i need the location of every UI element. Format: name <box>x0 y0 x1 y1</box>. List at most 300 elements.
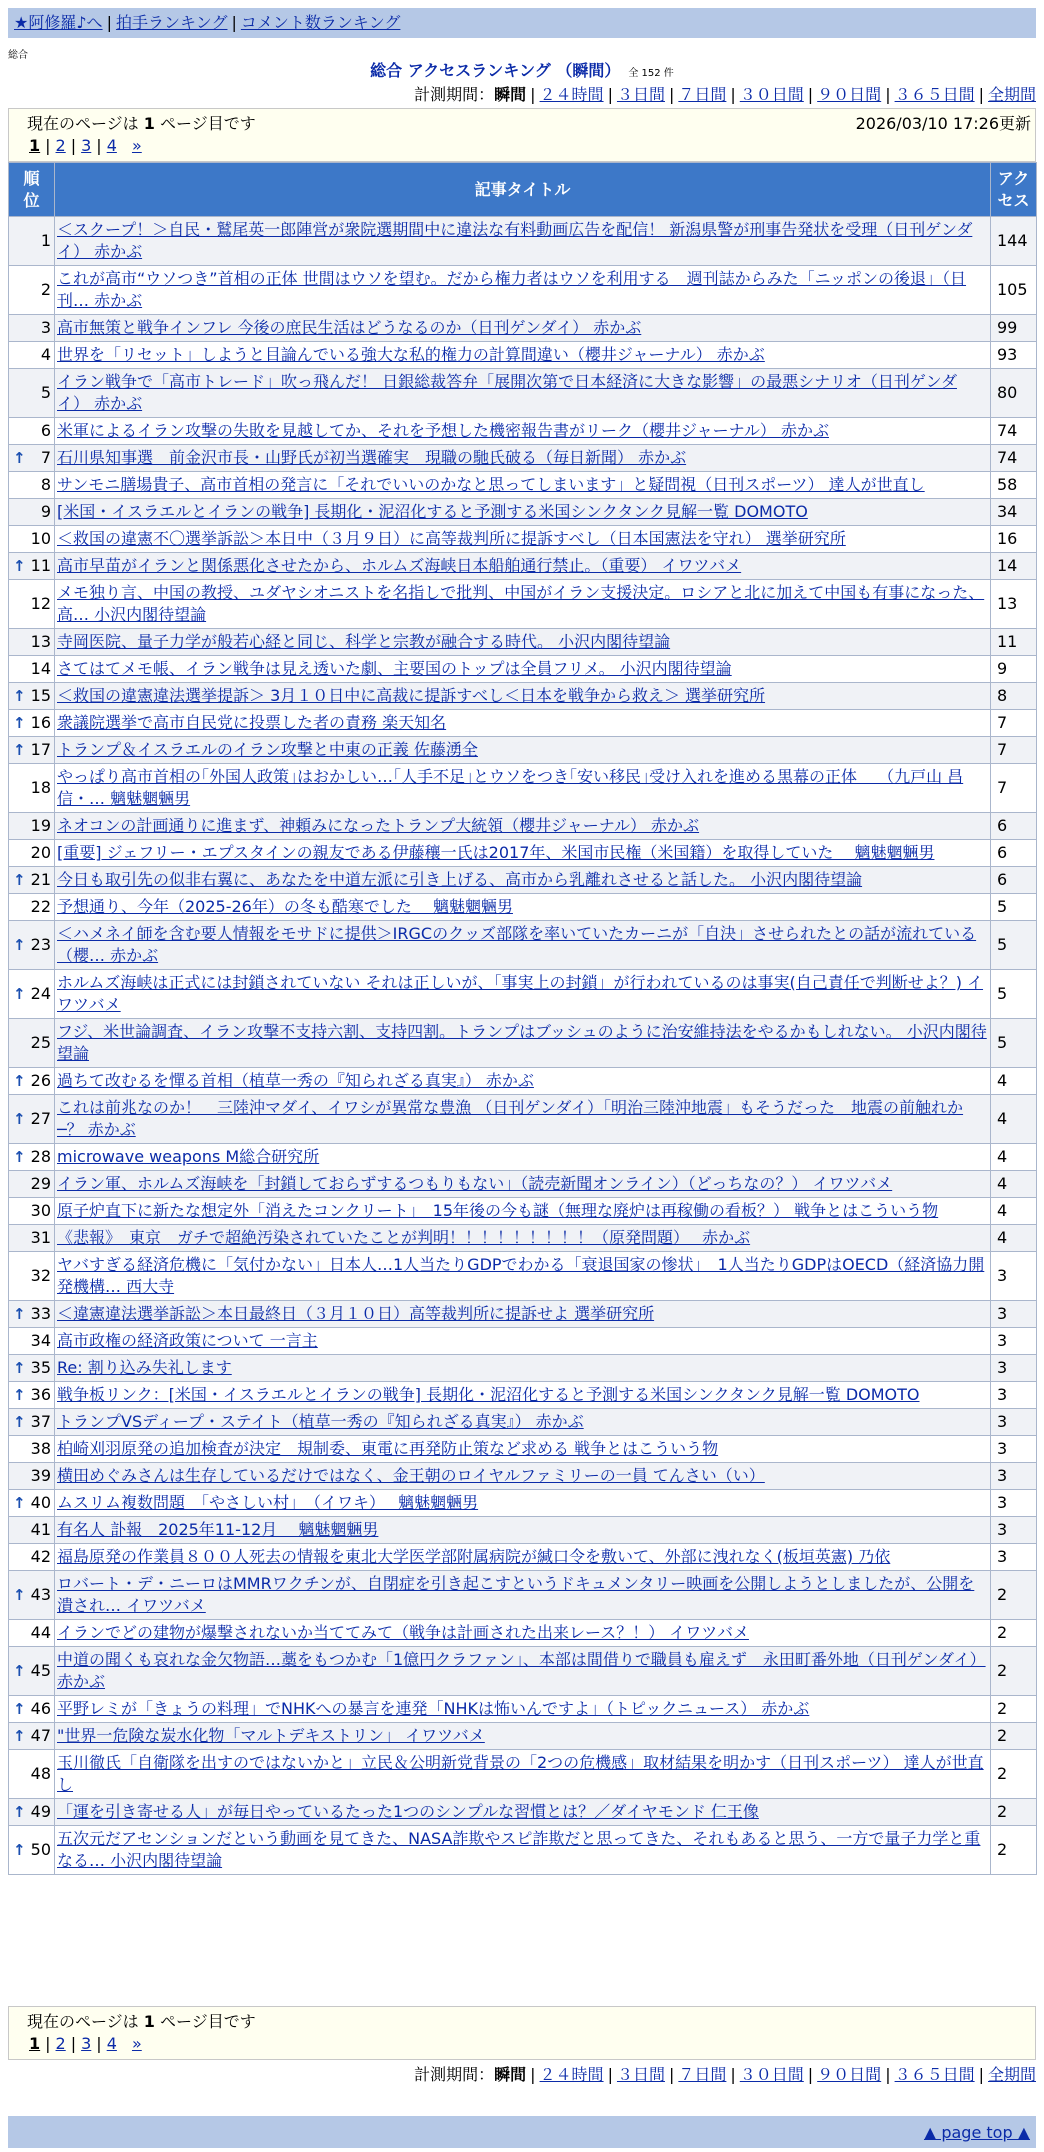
title-cell <box>55 418 991 445</box>
rank-cell <box>9 342 55 369</box>
article-link[interactable]: 衆議院選挙で高市自民党に投票した者の責務 楽天知名 <box>57 713 447 732</box>
rank-cell <box>9 867 55 894</box>
article-link[interactable]: microwave weapons M総合研究所 <box>57 1147 320 1166</box>
pager-next[interactable]: » <box>131 136 142 155</box>
period-link[interactable]: ３０日間 <box>739 2065 804 2084</box>
article-link[interactable]: 福島原発の作業員８００人死去の情報を東北大学医学部附属病院が緘口令を敷いて、外部に洩れなく(板垣英憲) 乃依 <box>57 1547 891 1566</box>
pagination-top <box>27 135 1017 157</box>
top-nav-bar <box>8 8 1036 38</box>
access-count: 2 <box>991 1826 1037 1875</box>
table-row <box>9 1571 1037 1620</box>
article-link[interactable]: トランプ＆イスラエルのイラン攻撃と中東の正義 佐藤湧全 <box>57 740 478 759</box>
access-count: 3 <box>991 1301 1037 1328</box>
article-link[interactable]: トランプVSディープ・ステイト（植草一秀の『知られざる真実』） 赤かぶ <box>57 1412 584 1431</box>
period-separator: | <box>978 2065 984 2084</box>
rank-cell <box>9 445 55 472</box>
article-link[interactable]: 玉川徹氏「自衛隊を出すのではないかと」立民＆公明新党背景の「2つの危機感」取材結果を明かす（日刊スポーツ） 達人が世直し <box>57 1753 984 1794</box>
rank-cell <box>9 1826 55 1875</box>
rank-number: 50 <box>30 1840 51 1859</box>
rank-cell <box>9 1252 55 1301</box>
rank-number: 43 <box>30 1585 51 1604</box>
access-header: アクセス <box>991 163 1037 217</box>
period-current: 瞬間 <box>494 2065 527 2084</box>
article-link[interactable]: 予想通り、今年（2025-26年）の冬も酷寒でした 魑魅魍魎男 <box>57 897 513 916</box>
access-count: 6 <box>991 840 1037 867</box>
up-arrow-icon: ↑ <box>13 871 26 889</box>
rank-cell <box>9 813 55 840</box>
rank-number: 14 <box>30 659 51 678</box>
table-row <box>9 472 1037 499</box>
pager-link[interactable]: 2 <box>55 136 66 155</box>
period-link[interactable]: ９０日間 <box>817 85 882 104</box>
article-link[interactable]: [重要] ジェフリー・エプスタインの親友である伊藤穰一氏は2017年、米国市民権（米国籍）を取得していた 魑魅魍魎男 <box>57 843 935 862</box>
table-row <box>9 764 1037 813</box>
title-cell <box>55 266 991 315</box>
article-link[interactable]: 世界を「リセット」しようと目論んでいる強大な私的権力の計算間違い（櫻井ジャーナル） 赤かぶ <box>57 345 765 364</box>
title-cell <box>55 472 991 499</box>
rank-number: 42 <box>30 1547 51 1566</box>
table-row <box>9 737 1037 764</box>
article-link[interactable]: ＜ハメネイ師を含む要人情報をモサドに提供＞IRGCのクッズ部隊を率いていたカーニが「自決」させられたとの話が流れている（櫻… 赤かぶ <box>57 924 977 965</box>
title-cell <box>55 1301 991 1328</box>
up-arrow-icon: ↑ <box>13 1305 26 1323</box>
period-separator: | <box>978 85 984 104</box>
rank-cell <box>9 1723 55 1750</box>
article-link[interactable]: 柏崎刈羽原発の追加検査が決定 規制委、東電に再発防止策など求める 戦争とはこういう物 <box>57 1439 719 1458</box>
article-link[interactable]: 高市無策と戦争インフレ 今後の庶民生活はどうなるのか（日刊ゲンダイ） 赤かぶ <box>57 318 642 337</box>
title-cell <box>55 1171 991 1198</box>
rank-number: 48 <box>30 1764 51 1783</box>
table-row <box>9 1198 1037 1225</box>
article-link[interactable]: Re: 割り込み失礼します <box>57 1358 232 1377</box>
pager-next[interactable]: » <box>131 2034 142 2053</box>
period-current: 瞬間 <box>494 85 527 104</box>
rank-cell <box>9 921 55 970</box>
period-link[interactable]: ２４時間 <box>539 2065 604 2084</box>
rank-cell <box>9 656 55 683</box>
page-top-link[interactable]: ▲ page top ▲ <box>923 2123 1030 2142</box>
table-row <box>9 656 1037 683</box>
rank-number: 41 <box>30 1520 51 1539</box>
table-row <box>9 1171 1037 1198</box>
applause-ranking-link[interactable]: 拍手ランキング <box>115 13 228 32</box>
article-link[interactable]: "世界一危険な炭水化物「マルトデキストリン」 イワツバメ <box>57 1726 485 1745</box>
period-link[interactable]: ３６５日間 <box>894 85 975 104</box>
page-title: 総合 アクセスランキング （瞬間） <box>370 61 621 80</box>
period-link[interactable]: ３日間 <box>616 2065 665 2084</box>
title-cell <box>55 764 991 813</box>
title-header: 記事タイトル <box>55 163 991 217</box>
article-link[interactable]: ロバート・デ・ニーロはMMRワクチンが、自閉症を引き起こすというドキュメンタリー映画を公開しようとしましたが、公開を潰され… イワツバメ <box>57 1574 975 1615</box>
up-arrow-icon: ↑ <box>13 1841 26 1859</box>
article-link[interactable]: ムスリム複数問題 「やさしい村」 （イワキ） 魑魅魍魎男 <box>57 1493 479 1512</box>
pager-separator: | <box>45 136 51 155</box>
article-link[interactable]: 戦争板リンク：[米国・イスラエルとイランの戦争] 長期化・泥沼化すると予測する米国シンクタンク見解一覧 DOMOTO <box>57 1385 920 1404</box>
rank-number: 1 <box>40 231 51 250</box>
rank-cell <box>9 764 55 813</box>
article-link[interactable]: イラン戦争で「高市トレード」吹っ飛んだ！ 日銀総裁答弁「展開次第で日本経済に大きな影響」の最悪シナリオ（日刊ゲンダイ） 赤かぶ <box>57 372 957 413</box>
rank-number: 30 <box>30 1201 51 1220</box>
article-link[interactable]: 米軍によるイラン攻撃の失敗を見越してか、それを予想した機密報告書がリーク（櫻井ジャーナル） 赤かぶ <box>57 421 829 440</box>
rank-number: 29 <box>30 1174 51 1193</box>
access-count: 3 <box>991 1463 1037 1490</box>
table-row <box>9 1463 1037 1490</box>
table-row <box>9 1252 1037 1301</box>
rank-cell <box>9 1517 55 1544</box>
table-row <box>9 1696 1037 1723</box>
article-link[interactable]: これは前兆なのか！ 三陸沖マダイ、イワシが異常な豊漁 （日刊ゲンダイ）「明治三陸沖地震」もそうだった 地震の前触れか─？ 赤かぶ <box>57 1098 964 1139</box>
rank-cell <box>9 472 55 499</box>
period-separator: | <box>885 85 891 104</box>
table-row <box>9 683 1037 710</box>
rank-cell <box>9 1328 55 1355</box>
title-cell <box>55 683 991 710</box>
section-label: 総合 <box>8 50 28 61</box>
table-row <box>9 813 1037 840</box>
period-link[interactable]: ３０日間 <box>739 85 804 104</box>
period-link[interactable]: ７日間 <box>678 85 727 104</box>
article-link[interactable]: [米国・イスラエルとイランの戦争] 長期化・泥沼化すると予測する米国シンクタンク見解一覧 DOMOTO <box>57 502 808 521</box>
rank-number: 34 <box>30 1331 51 1350</box>
pager-current[interactable]: 1 <box>29 136 41 155</box>
access-count: 99 <box>991 315 1037 342</box>
rank-cell <box>9 553 55 580</box>
article-link[interactable]: 平野レミが「きょうの料理」でNHKへの暴言を連発「NHKは怖いんですよ」（トピックニュース） 赤かぶ <box>57 1699 810 1718</box>
period-separator: | <box>530 2065 536 2084</box>
table-row <box>9 342 1037 369</box>
rank-number: 38 <box>30 1439 51 1458</box>
period-link[interactable]: 全期間 <box>987 2065 1036 2084</box>
article-link[interactable]: メモ独り言、中国の教授、ユダヤシオニストを名指しで批判、中国がイラン支援決定。ロシアと北に加えて中国も有事になった、高… 小沢内閣待望論 <box>57 583 985 624</box>
title-cell <box>55 1517 991 1544</box>
rank-cell <box>9 369 55 418</box>
title-cell <box>55 445 991 472</box>
title-cell <box>55 1750 991 1799</box>
title-cell <box>55 840 991 867</box>
article-link[interactable]: ＜違憲違法選挙訴訟＞本日最終日（３月１０日）高等裁判所に提訴せよ 選挙研究所 <box>57 1304 655 1323</box>
nav-separator: | <box>231 13 237 32</box>
table-row <box>9 1544 1037 1571</box>
title-cell <box>55 1328 991 1355</box>
access-count: 4 <box>991 1144 1037 1171</box>
table-row <box>9 266 1037 315</box>
rank-cell <box>9 1382 55 1409</box>
title-cell <box>55 1144 991 1171</box>
rank-number: 16 <box>30 713 51 732</box>
table-row <box>9 580 1037 629</box>
title-cell <box>55 1382 991 1409</box>
title-cell <box>55 1252 991 1301</box>
table-row <box>9 217 1037 266</box>
access-count: 2 <box>991 1620 1037 1647</box>
access-count: 3 <box>991 1517 1037 1544</box>
pager-link[interactable]: 2 <box>55 2034 66 2053</box>
title-cell <box>55 656 991 683</box>
title-cell <box>55 1544 991 1571</box>
rank-number: 17 <box>30 740 51 759</box>
access-count: 4 <box>991 1198 1037 1225</box>
pager-separator: | <box>96 136 102 155</box>
table-row <box>9 315 1037 342</box>
title-cell <box>55 1723 991 1750</box>
period-link[interactable]: 全期間 <box>987 85 1036 104</box>
page-status-panel-top <box>8 108 1036 162</box>
article-link[interactable]: ホルムズ海峡は正式には封鎖されていない それは正しいが、「事実上の封鎖」が行われているのは事実(自己責任で判断せよ？) イワツバメ <box>57 973 984 1014</box>
rank-number: 2 <box>40 280 51 299</box>
table-row <box>9 1647 1037 1696</box>
rank-number: 19 <box>30 816 51 835</box>
rank-cell <box>9 1144 55 1171</box>
rank-header: 順位 <box>9 163 55 217</box>
rank-number: 3 <box>40 318 51 337</box>
article-link[interactable]: 横田めぐみさんは生存しているだけではなく、金王朝のロイヤルファミリーの一員 てんさい（い） <box>57 1466 765 1485</box>
access-count: 14 <box>991 553 1037 580</box>
title-cell <box>55 1436 991 1463</box>
article-link[interactable]: これが高市“ウソつき”首相の正体 世間はウソを望む。だから権力者はウソを利用する 週刊誌からみた「ニッポンの後退」（日刊… 赤かぶ <box>57 269 967 310</box>
pager-link[interactable]: 3 <box>81 2034 92 2053</box>
up-arrow-icon: ↑ <box>13 1700 26 1718</box>
rank-number: 40 <box>30 1493 51 1512</box>
up-arrow-icon: ↑ <box>13 1359 26 1377</box>
access-count: 8 <box>991 683 1037 710</box>
article-link[interactable]: ヤバすぎる経済危機に「気付かない」日本人…1人当たりGDPでわかる「衰退国家の惨状」 1人当たりGDPはOECD（経済協力開発機構… 西大寺 <box>57 1255 985 1296</box>
rank-number: 5 <box>40 383 51 402</box>
rank-cell <box>9 580 55 629</box>
period-link[interactable]: ９０日間 <box>817 2065 882 2084</box>
access-count: 6 <box>991 867 1037 894</box>
title-cell <box>55 813 991 840</box>
access-count: 3 <box>991 1544 1037 1571</box>
up-arrow-icon: ↑ <box>13 1662 26 1680</box>
rank-number: 15 <box>30 686 51 705</box>
rank-number: 26 <box>30 1071 51 1090</box>
period-separator: | <box>668 2065 675 2084</box>
access-count: 74 <box>991 445 1037 472</box>
title-cell <box>55 867 991 894</box>
pager-separator: | <box>70 2034 77 2053</box>
period-label: 計測期間： <box>414 85 495 104</box>
comment-ranking-link[interactable]: コメント数ランキング <box>240 13 401 32</box>
article-link[interactable]: 過ちて改むるを憚る首相（植草一秀の『知られざる真実』） 赤かぶ <box>57 1071 534 1090</box>
table-row <box>9 1095 1037 1144</box>
title-cell <box>55 1068 991 1095</box>
title-cell <box>55 1696 991 1723</box>
access-count: 105 <box>991 266 1037 315</box>
table-row <box>9 1019 1037 1068</box>
access-count: 5 <box>991 970 1037 1019</box>
access-count: 5 <box>991 894 1037 921</box>
table-row <box>9 445 1037 472</box>
rank-cell <box>9 526 55 553</box>
pagination-bottom <box>27 2033 1017 2055</box>
access-count: 3 <box>991 1436 1037 1463</box>
rank-number: 11 <box>30 556 51 575</box>
rank-cell <box>9 1225 55 1252</box>
rank-cell <box>9 629 55 656</box>
period-separator: | <box>807 2065 814 2084</box>
up-arrow-icon: ↑ <box>13 1072 26 1090</box>
up-arrow-icon: ↑ <box>13 687 26 705</box>
rank-cell <box>9 840 55 867</box>
table-row <box>9 1620 1037 1647</box>
home-link[interactable]: ★阿修羅♪へ <box>14 13 103 32</box>
article-link[interactable]: 中道の聞くも哀れな金欠物語…藁をもつかむ「1億円クラファン」、本部は間借りで職員も雇えず 永田町番外地（日刊ゲンダイ） 赤かぶ <box>57 1650 986 1691</box>
article-link[interactable]: 《悲報》 東京 ガチで超絶汚染されていたことが判明！！！！！！！！！（原発問題） 赤かぶ <box>57 1228 751 1247</box>
table-row <box>9 1750 1037 1799</box>
article-link[interactable]: 「運を引き寄せる人」が毎日やっているたった1つのシンプルな習慣とは？／ダイヤモンド 仁王像 <box>57 1802 759 1821</box>
rank-number: 35 <box>30 1358 51 1377</box>
rank-cell <box>9 710 55 737</box>
title-cell <box>55 710 991 737</box>
period-selector-bottom <box>414 2064 1036 2086</box>
access-count: 5 <box>991 1019 1037 1068</box>
table-row <box>9 526 1037 553</box>
table-row <box>9 1144 1037 1171</box>
article-link[interactable]: ＜スクープ！＞自民・鷲尾英一郎陣営が衆院選期間中に違法な有料動画広告を配信！ 新潟県警が刑事告発状を受理（日刊ゲンダイ） 赤かぶ <box>57 220 973 261</box>
table-row <box>9 840 1037 867</box>
title-cell <box>55 1225 991 1252</box>
period-separator: | <box>530 85 536 104</box>
table-row <box>9 1409 1037 1436</box>
table-row <box>9 894 1037 921</box>
rank-number: 39 <box>30 1466 51 1485</box>
period-link[interactable]: ７日間 <box>678 2065 727 2084</box>
article-link[interactable]: ＜救国の違憲不〇選挙訴訟＞本日中（３月９日）に高等裁判所に提訴すべし（日本国憲法を守れ） 選挙研究所 <box>57 529 846 548</box>
table-row <box>9 867 1037 894</box>
page-status: 現在のページは 1 ページ目です <box>27 2012 256 2031</box>
article-link[interactable]: ＜救国の違憲違法選挙提訴＞ 3月１０日中に高裁に提訴すべし＜日本を戦争から救え＞ 選挙研究所 <box>57 686 766 705</box>
rank-cell <box>9 1301 55 1328</box>
article-link[interactable]: 五次元だアセンションだという動画を見てきた、NASA詐欺やスピ詐欺だと思ってきた、それもあると思う、一方で量子力学と重なる… 小沢内閣待望論 <box>57 1829 981 1870</box>
rank-number: 20 <box>30 843 51 862</box>
rank-number: 6 <box>40 421 51 440</box>
table-row <box>9 1517 1037 1544</box>
title-cell <box>55 1463 991 1490</box>
table-row <box>9 369 1037 418</box>
rank-cell <box>9 418 55 445</box>
article-link[interactable]: ネオコンの計画通りに進まず、神頼みになったトランプ大統領（櫻井ジャーナル） 赤かぶ <box>57 816 700 835</box>
article-link[interactable]: やっぱり高市首相の｢外国人政策｣はおかしい…｢人手不足｣とウソをつき｢安い移民｣受け入れを進める黒幕の正体 （九戸山 昌信・… 魑魅魍魎男 <box>57 767 964 808</box>
rank-cell <box>9 1544 55 1571</box>
access-count: 2 <box>991 1571 1037 1620</box>
rank-number: 49 <box>30 1802 51 1821</box>
rank-number: 47 <box>30 1726 51 1745</box>
article-link[interactable]: 有名人 訃報 2025年11-12月 魑魅魍魎男 <box>57 1520 379 1539</box>
table-row <box>9 1490 1037 1517</box>
period-link[interactable]: ２４時間 <box>539 85 604 104</box>
article-link[interactable]: イラン軍、ホルムズ海峡を「封鎖しておらずするつもりもない」（読売新聞オンライン）（どっちなの？） イワツバメ <box>57 1174 893 1193</box>
rank-cell <box>9 1799 55 1826</box>
title-cell <box>55 217 991 266</box>
period-separator: | <box>807 85 814 104</box>
total-count: 全 152 件 <box>628 68 674 79</box>
table-row <box>9 499 1037 526</box>
access-count: 34 <box>991 499 1037 526</box>
rank-number: 46 <box>30 1699 51 1718</box>
title-cell <box>55 499 991 526</box>
pager-link[interactable]: 4 <box>106 2034 117 2053</box>
rank-cell <box>9 499 55 526</box>
rank-cell <box>9 970 55 1019</box>
access-count: 80 <box>991 369 1037 418</box>
access-count: 74 <box>991 418 1037 445</box>
page-status-panel-bottom <box>8 2006 1036 2060</box>
pager-current[interactable]: 1 <box>29 2034 41 2053</box>
rank-number: 37 <box>30 1412 51 1431</box>
article-link[interactable]: サンモニ膳場貴子、高市首相の発言に「それでいいのかなと思ってしまいます」と疑問視（日刊スポーツ） 達人が世直し <box>57 475 925 494</box>
ranking-table-body <box>9 217 1037 1875</box>
rank-cell <box>9 1198 55 1225</box>
rank-number: 32 <box>30 1266 51 1285</box>
title-cell <box>55 526 991 553</box>
rank-cell <box>9 1068 55 1095</box>
access-count: 7 <box>991 737 1037 764</box>
article-link[interactable]: 石川県知事選 前金沢市長・山野氏が初当選確実 現職の馳氏破る（毎日新聞） 赤かぶ <box>57 448 687 467</box>
article-link[interactable]: 原子炉直下に新たな想定外「消えたコンクリート」 15年後の今も謎（無理な廃炉は再稼働の看板？） 戦争とはこういう物 <box>57 1201 939 1220</box>
period-link[interactable]: ３日間 <box>616 85 665 104</box>
table-row <box>9 1436 1037 1463</box>
title-cell <box>55 580 991 629</box>
period-separator: | <box>730 85 736 104</box>
ranking-table <box>8 162 1037 1875</box>
rank-cell <box>9 1171 55 1198</box>
rank-cell <box>9 683 55 710</box>
rank-number: 21 <box>30 870 51 889</box>
rank-cell <box>9 894 55 921</box>
rank-cell <box>9 737 55 764</box>
article-link[interactable]: 寺岡医院、量子力学が般若心経と同じ、科学と宗教が融合する時代。 小沢内閣待望論 <box>57 632 671 651</box>
article-link[interactable]: 今日も取引先の似非右翼に、あなたを中道左派に引き上げる、高市から乳離れさせると話した。 小沢内閣待望論 <box>57 870 863 889</box>
title-cell <box>55 1826 991 1875</box>
title-cell <box>55 921 991 970</box>
article-link[interactable]: さてはてメモ帳、イラン戦争は見え透いた劇、主要国のトップは全員フリメ。 小沢内閣待望論 <box>57 659 732 678</box>
rank-cell <box>9 1409 55 1436</box>
up-arrow-icon: ↑ <box>13 1586 26 1604</box>
rank-cell <box>9 1750 55 1799</box>
rank-cell <box>9 1620 55 1647</box>
period-link[interactable]: ３６５日間 <box>894 2065 975 2084</box>
title-cell <box>55 1355 991 1382</box>
table-header-row <box>9 163 1037 217</box>
period-separator: | <box>607 2065 613 2084</box>
table-row <box>9 1328 1037 1355</box>
access-count: 58 <box>991 472 1037 499</box>
access-count: 4 <box>991 1225 1037 1252</box>
table-row <box>9 710 1037 737</box>
title-cell <box>55 1490 991 1517</box>
table-row <box>9 1382 1037 1409</box>
access-count: 3 <box>991 1252 1037 1301</box>
up-arrow-icon: ↑ <box>13 985 26 1003</box>
rank-number: 33 <box>30 1304 51 1323</box>
article-link[interactable]: イランでどの建物が爆撃されないか当ててみて（戦争は計画された出来レース？！） イワツバメ <box>57 1623 749 1642</box>
up-arrow-icon: ↑ <box>13 714 26 732</box>
title-cell <box>55 1647 991 1696</box>
article-link[interactable]: 高市早苗がイランと関係悪化させたから、ホルムズ海峡日本船舶通行禁止。（重要） イワツバメ <box>57 556 742 575</box>
up-arrow-icon: ↑ <box>13 1386 26 1404</box>
table-row <box>9 1225 1037 1252</box>
article-link[interactable]: 高市政権の経済政策について 一言主 <box>57 1331 318 1350</box>
pager-link[interactable]: 3 <box>81 136 92 155</box>
rank-number: 23 <box>30 935 51 954</box>
updated-timestamp: 2026/03/10 17:26更新 <box>855 114 1031 133</box>
bottom-bar <box>8 2116 1036 2148</box>
article-link[interactable]: フジ、米世論調査、イラン攻撃不支持六割、支持四割。トランプはブッシュのように治安維持法をやるかもしれない。 小沢内閣待望論 <box>57 1022 987 1063</box>
rank-number: 4 <box>40 345 51 364</box>
access-count: 2 <box>991 1799 1037 1826</box>
access-count: 7 <box>991 764 1037 813</box>
pager-link[interactable]: 4 <box>106 136 117 155</box>
